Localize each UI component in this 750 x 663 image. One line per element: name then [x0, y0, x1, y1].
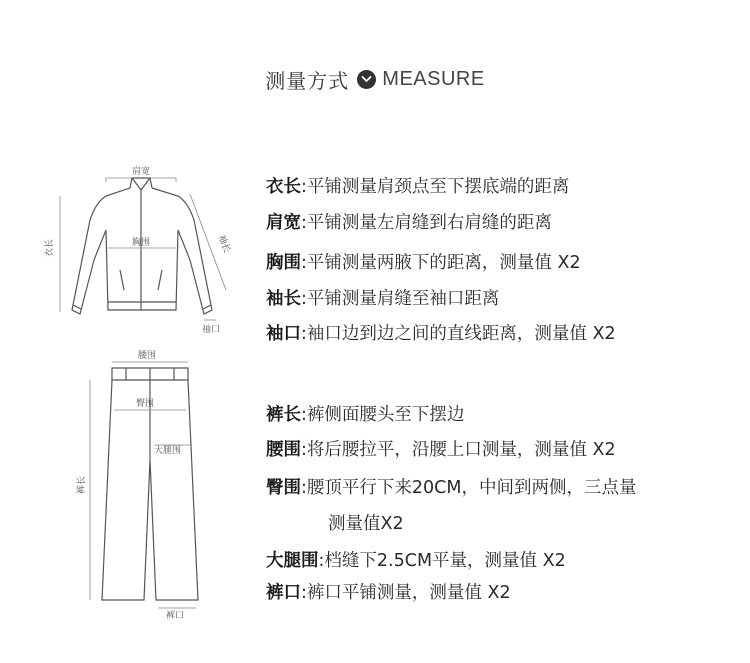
chevron-down-icon	[357, 70, 376, 89]
title-chinese: 测量方式	[265, 68, 350, 93]
pants-thigh-label: 大腿围	[154, 446, 182, 456]
def-chest: 胸围:平铺测量两腋下的距离，测量值 X2	[266, 253, 581, 273]
jacket-cuff-label: 袖口	[202, 325, 221, 335]
def-hem: 裤口:裤口平铺测量，测量值 X2	[266, 583, 511, 603]
def-shoulder: 肩宽:平铺测量左肩缝到右肩缝的距离	[266, 213, 552, 233]
def-hip-continued: 测量值X2	[328, 514, 404, 534]
def-thigh: 大腿围:档缝下2.5CM平量，测量值 X2	[266, 551, 566, 571]
jacket-chest-label: 胸围	[132, 238, 151, 248]
pants-length-label: 裤长	[77, 475, 87, 494]
def-waist: 腰围:将后腰拉平，沿腰上口测量，测量值 X2	[266, 440, 616, 460]
jacket-shoulder-label: 肩宽	[132, 167, 151, 177]
pants-hip-label: 臀围	[136, 399, 155, 409]
jacket-length-label: 衣长	[45, 238, 55, 257]
section-header	[0, 62, 750, 96]
pants-waist-label: 腰围	[138, 351, 157, 361]
def-pants-length: 裤长:裤侧面腰头至下摆边	[266, 405, 465, 425]
title-english: MEASURE	[382, 67, 485, 90]
def-cuff: 袖口:袖口边到边之间的直线距离，测量值 X2	[266, 324, 616, 344]
jacket-sleeve-label: 袖长	[215, 233, 232, 255]
def-sleeve: 袖长:平铺测量肩缝至袖口距离	[266, 289, 500, 309]
def-jacket-length: 衣长:平铺测量肩颈点至下摆底端的距离	[266, 177, 570, 197]
pants-diagram	[70, 350, 230, 620]
pants-hem-label: 裤口	[166, 611, 185, 620]
def-hip: 臀围:腰顶平行下来20CM，中间到两侧，三点量	[266, 478, 637, 498]
jacket-diagram	[40, 160, 240, 340]
